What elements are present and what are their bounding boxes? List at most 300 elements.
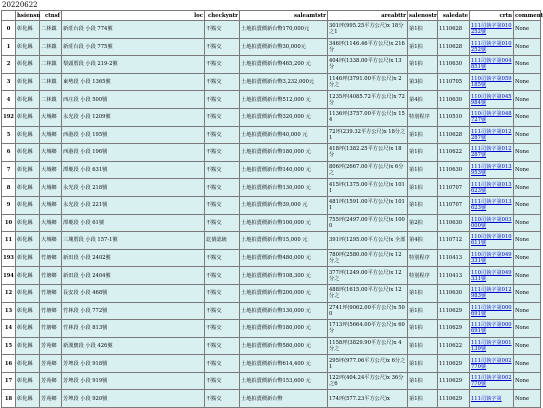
table-row [2,196,541,214]
cell-sale-amount: 土地拍賣價新台幣108,300 元 [240,267,328,285]
cell-sale-amount: 土地拍賣價新台幣465,200 元 [240,56,328,74]
cell-case-link [470,126,514,144]
cell-sale-amount: 土地拍賣價新台幣180,000 元 [240,144,328,162]
cell-check: 不點交 [205,196,240,214]
cell-county: 彰化縣 [16,179,40,197]
cell-area: 1235坪(4085.72平方公尺)x 72分 [328,91,408,109]
cell-sale-no: 第2拍 [408,214,438,232]
cell-area: 1158坪(3829.90平方公尺)x 4分之 [328,337,408,355]
cell-check: 不點交 [205,56,240,74]
table-row [2,302,541,320]
cell-town: 二林鎮 [40,21,62,39]
cell-area: 122坪(404.24平方公尺)x 36分之6 [328,372,408,390]
cell-check: 不點交 [205,108,240,126]
cell-sale-amount: 土地拍賣價新台幣170,000元 [240,21,328,39]
cell-comment: None [514,302,541,320]
cell-comment: None [514,267,541,285]
cell-sale-no: 第1拍 [408,355,438,373]
cell-case-link [470,390,514,408]
cell-sale-date: 1110705 [438,73,470,91]
cell-sale-date: 1110707 [438,196,470,214]
cell-location: 竹林段 小段 772號 [62,302,205,320]
case-number-link[interactable]: 111司執字第012983號 [471,287,512,300]
auction-table [1,10,541,408]
table-row [2,267,541,285]
cell-area: 404坪(1338.00平方公尺)x 13分 [328,56,408,74]
cell-comment: None [514,126,541,144]
cell-index: 192 [2,108,16,126]
cell-check: 不點交 [205,214,240,232]
cell-check: 不點交 [205,126,240,144]
table-row [2,144,541,162]
cell-area: 1136坪(3757.00平方公尺)x 154 [328,108,408,126]
cell-area: 72坪(239.32平方公尺)x 18分之1 [328,126,408,144]
cell-sale-date: 1110630 [438,284,470,302]
cell-sale-amount: 土地拍賣價新台幣320,000 元 [240,108,328,126]
cell-sale-date: 1110630 [438,161,470,179]
cell-index: 18 [2,390,16,408]
cell-sale-no: 第4拍 [408,91,438,109]
cell-county: 彰化縣 [16,320,40,338]
table-row [2,320,541,338]
cell-town: 大城鄉 [40,214,62,232]
case-number-link[interactable]: 111司執字第000691號 [471,304,512,317]
cell-comment: None [514,355,541,373]
column-header-hsiensn: hsiensn [17,12,41,19]
cell-check: 不點交 [205,249,240,267]
cell-town: 大城鄉 [40,232,62,250]
column-header-index [2,11,16,21]
table-row [2,355,541,373]
cell-case-link [470,355,514,373]
cell-sale-date: 1110622 [438,337,470,355]
table-row [2,337,541,355]
cell-county: 彰化縣 [16,372,40,390]
cell-sale-amount: 土地拍賣價新台幣40,000 元 [240,126,328,144]
cell-town: 芳苑鄉 [40,372,62,390]
cell-case-link [470,372,514,390]
cell-sale-no: 特別程序 [408,249,438,267]
cell-comment: None [514,144,541,162]
cell-check: 不點交 [205,337,240,355]
table-row [2,372,541,390]
cell-index: 14 [2,320,16,338]
cell-location: 新田段 小段 2404號 [62,267,205,285]
cell-county: 彰化縣 [16,302,40,320]
cell-sale-date: 1110629 [438,390,470,408]
cell-index: 5 [2,126,16,144]
cell-index: 2 [2,56,16,74]
cell-area: 295坪(977.06平方公尺)x 6分之1 [328,355,408,373]
cell-case-link [470,73,514,91]
cell-county: 彰化縣 [16,390,40,408]
cell-index: 7 [2,161,16,179]
column-header-ctnsf: ctnsf [40,11,62,21]
cell-check: 不點交 [205,267,240,285]
cell-area: 780坪(2580.00平方公尺)x 12分之 [328,249,408,267]
cell-index: 3 [2,73,16,91]
cell-location: 梨頭厝段 小段 219-2號 [62,56,205,74]
cell-county: 彰化縣 [16,108,40,126]
case-number-link[interactable]: 111司執字第002770號 [471,357,512,370]
table-row [2,38,541,56]
cell-index: 193 [2,249,16,267]
cell-sale-no: 第1拍 [408,337,438,355]
cell-check: 不點交 [205,73,240,91]
cell-sale-date: 1110413 [438,267,470,285]
cell-check: 不點交 [205,21,240,39]
cell-index: 16 [2,355,16,373]
cell-index: 8 [2,179,16,197]
cell-comment: None [514,249,541,267]
cell-index: 11 [2,232,16,250]
cell-location: 永光段 小段 1209號 [62,108,205,126]
cell-check: 不點交 [205,390,240,408]
cell-sale-no: 第1拍 [408,302,438,320]
case-number-link[interactable]: 110司執字第010611號 [471,234,512,247]
cell-location: 潭墘段 小段 61號 [62,214,205,232]
cell-area: 377坪(1249.00平方公尺)x 12分之 [328,267,408,285]
cell-county: 彰化縣 [16,144,40,162]
cell-case-link [470,108,514,126]
cell-location: 新莊台段 小段 774號 [62,21,205,39]
table-row [2,232,541,250]
cell-location: 潭墘段 小段 631號 [62,161,205,179]
cell-county: 彰化縣 [16,214,40,232]
cell-check: 不點交 [205,179,240,197]
cell-county: 彰化縣 [16,56,40,74]
cell-location: 竹林段 小段 813號 [62,320,205,338]
cell-location: 西港段 小段 196號 [62,144,205,162]
cell-area: 2741坪(9062.00平方公尺)x 500 [328,302,408,320]
cell-check: 不點交 [205,355,240,373]
cell-county: 彰化縣 [16,91,40,109]
cell-sale-date: 1110707 [438,179,470,197]
table-row [2,249,541,267]
cell-case-link [470,144,514,162]
cell-check: 不點交 [205,38,240,56]
cell-county: 彰化縣 [16,232,40,250]
cell-area: 415坪(1375.00平方公尺)x 1011 [328,179,408,197]
table-row [2,56,541,74]
cell-check: 訖債認統 [205,232,240,250]
cell-comment: None [514,337,541,355]
cell-case-link [470,302,514,320]
table-row [2,126,541,144]
case-number-link[interactable]: 111司執字第010252號 [471,40,512,53]
cell-case-link [470,179,514,197]
cell-case-link [470,91,514,109]
cell-location: 芳埤段 小段 918號 [62,355,205,373]
cell-location: 長安段 小段 468號 [62,284,205,302]
cell-index: 12 [2,284,16,302]
cell-sale-date: 1110629 [438,302,470,320]
cell-index: 4 [2,91,16,109]
case-number-link[interactable]: 110司執字第049331號 [471,269,512,282]
cell-comment: None [514,73,541,91]
case-number-link[interactable]: 111司執字第013623號 [471,199,512,212]
cell-sale-no: 第1拍 [408,196,438,214]
cell-sale-amount: 土地拍賣價新台幣 [240,390,328,408]
cell-county: 彰化縣 [16,267,40,285]
column-header-saledate: saledate [438,11,470,21]
table-header-row [2,11,541,21]
cell-town: 二林鎮 [40,38,62,56]
cell-comment: None [514,390,541,408]
cell-town: 二林鎮 [40,73,62,91]
cell-county: 彰化縣 [16,38,40,56]
cell-check: 不點交 [205,284,240,302]
case-number-link[interactable]: 111司執字第004851號 [471,58,512,71]
cell-sale-date: 1110630 [438,214,470,232]
case-number-link[interactable]: 110司執字第049331號 [471,252,512,265]
cell-check: 不點交 [205,161,240,179]
cell-location: 新莊台段 小段 775號 [62,38,205,56]
cell-town: 竹塘鄉 [40,284,62,302]
cell-sale-no: 第1拍 [408,179,438,197]
cell-comment: None [514,284,541,302]
cell-index: 13 [2,302,16,320]
cell-sale-no: 第1拍 [408,56,438,74]
cell-sale-no: 第3拍 [408,73,438,91]
table-row [2,73,541,91]
cell-sale-date: 1110630 [438,91,470,109]
cell-sale-date: 1110628 [438,21,470,39]
cell-index: 15 [2,337,16,355]
cell-case-link [470,284,514,302]
cell-comment: None [514,161,541,179]
cell-case-link [470,196,514,214]
cell-comment: None [514,320,541,338]
cell-comment: None [514,38,541,56]
cell-sale-no: 第1拍 [408,372,438,390]
cell-case-link [470,249,514,267]
cell-area: 1146坪(3791.00平方公尺)x 2分之 [328,73,408,91]
cell-town: 芳苑鄉 [40,355,62,373]
cell-sale-no: 第1拍 [408,284,438,302]
cell-town: 竹塘鄉 [40,320,62,338]
table-row [2,390,541,408]
column-header-areabttr: areabttr [328,11,408,21]
table-row [2,284,541,302]
cell-comment: None [514,372,541,390]
cell-town: 二林鎮 [40,56,62,74]
cell-sale-amount: 土地拍賣價新台幣3,232,000元 [240,73,328,91]
case-number-link[interactable]: 110司執字第003000號 [471,216,512,229]
cell-county: 彰化縣 [16,73,40,91]
cell-area: 418坪(1382.25平方公尺)x 18分 [328,144,408,162]
case-number-link[interactable]: 111司執字第013623號 [471,181,512,194]
cell-town: 大城鄉 [40,161,62,179]
cell-area: 806坪(2667.00平方公尺)x 6分之 [328,161,408,179]
cell-sale-amount: 土地拍賣價新台幣140,000 元 [240,161,328,179]
cell-county: 彰化縣 [16,337,40,355]
cell-sale-amount: 土地拍賣價新台幣614,400 元 [240,355,328,373]
cell-county: 彰化縣 [16,196,40,214]
cell-town: 芳苑鄉 [40,337,62,355]
cell-town: 芳苑鄉 [40,390,62,408]
cell-area: 481坪(1591.00平方公尺)x 1011 [328,196,408,214]
cell-sale-no: 第1拍 [408,390,438,408]
column-header-checkyntr: checkyntr [205,11,240,21]
cell-town: 大城鄉 [40,196,62,214]
cell-comment: None [514,196,541,214]
cell-comment: None [514,108,541,126]
case-number-link[interactable]: 111司執字第012287號 [471,146,512,159]
cell-comment: None [514,214,541,232]
cell-area: 391坪(1295.00平方公尺)x 全部 [328,232,408,250]
table-row [2,179,541,197]
cell-location: 永光段 小段 221號 [62,196,205,214]
cell-case-link [470,38,514,56]
case-number-link[interactable]: 110司執字第048727號 [471,111,512,124]
case-number-link[interactable]: 111司執字第013953號 [471,164,512,177]
cell-sale-date: 1110712 [438,232,470,250]
case-number-link[interactable]: 111司執字第010252號 [471,23,512,36]
cell-comment: None [514,91,541,109]
cell-sale-date: 1110622 [438,144,470,162]
cell-sale-date: 1110629 [438,320,470,338]
cell-location: 三塊厝段 小段 157-1號 [62,232,205,250]
case-number-link[interactable]: 111司執字第002770號 [471,375,512,388]
column-header-salenostr: salenostr [409,12,437,19]
cell-comment: None [514,232,541,250]
cell-county: 彰化縣 [16,355,40,373]
cell-area: 301坪(995.25平方公尺)x 18分之1 [328,21,408,39]
cell-index: 194 [2,267,16,285]
cell-sale-amount: 土地拍賣價新台幣15,000 元 [240,232,328,250]
cell-case-link [470,337,514,355]
cell-sale-amount: 土地拍賣價新台幣130,000 元 [240,302,328,320]
cell-location: 芳埤段 小段 919號 [62,372,205,390]
cell-area: 346坪(1146.46平方公尺)x 216分 [328,38,408,56]
cell-case-link [470,267,514,285]
table-row [2,214,541,232]
column-header-loc: loc [62,11,205,21]
cell-case-link [470,21,514,39]
cell-sale-amount: 土地拍賣價新台幣580,000 元 [240,337,328,355]
case-number-link[interactable]: 111司執字第 [471,395,502,402]
cell-case-link [470,232,514,250]
case-number-link[interactable]: 111司執字第001139號 [471,339,512,352]
cell-location: 永光段 小段 218號 [62,179,205,197]
case-number-link[interactable]: 111司執字第000691號 [471,322,512,335]
cell-town: 二林鎮 [40,91,62,109]
cell-location: 西庄段 小段 500號 [62,91,205,109]
cell-location: 新漢寶段 小段 426號 [62,337,205,355]
cell-case-link [470,56,514,74]
cell-sale-date: 1110629 [438,372,470,390]
cell-county: 彰化縣 [16,284,40,302]
cell-sale-no: 第1拍 [408,320,438,338]
cell-sale-date: 1110510 [438,108,470,126]
cell-town: 竹塘鄉 [40,267,62,285]
cell-sale-no: 第1拍 [408,38,438,56]
cell-sale-amount: 土地拍賣價新台幣39,000 元 [240,196,328,214]
cell-case-link [470,320,514,338]
cell-comment: None [514,21,541,39]
cell-county: 彰化縣 [16,126,40,144]
cell-location: 西港段 小段 195號 [62,126,205,144]
cell-sale-amount: 土地拍賣價新台幣512,000 元 [240,91,328,109]
cell-town: 大城鄉 [40,108,62,126]
cell-sale-no: 第1拍 [408,21,438,39]
column-header-saleamtstr: saleamtstr [240,11,328,21]
case-number-link[interactable]: 110司執字第045984號 [471,93,512,106]
cell-index: 0 [2,21,16,39]
cell-location: 東勢段 小段 1365號 [62,73,205,91]
cell-sale-no: 第1拍 [408,126,438,144]
cell-town: 大城鄉 [40,126,62,144]
cell-sale-no: 特別程序 [408,108,438,126]
cell-location: 新田段 小段 2402號 [62,249,205,267]
table-body [2,21,541,408]
cell-sale-date: 1110630 [438,56,470,74]
cell-town: 竹塘鄉 [40,302,62,320]
table-row [2,91,541,109]
cell-sale-amount: 土地拍賣價新台幣180,000 元 [240,320,328,338]
case-number-link[interactable]: 111司執字第012287號 [471,128,512,141]
cell-sale-amount: 土地拍賣價新台幣153,600 元 [240,372,328,390]
cell-sale-no: 特別程序 [408,267,438,285]
table-row [2,21,541,39]
cell-comment: None [514,56,541,74]
cell-town: 竹塘鄉 [40,249,62,267]
table-row [2,108,541,126]
cell-county: 彰化縣 [16,249,40,267]
cell-sale-amount: 土地拍賣價新台幣480,000 元 [240,249,328,267]
cell-sale-amount: 土地拍賣價新台幣130,000 元 [240,179,328,197]
cell-index: 6 [2,144,16,162]
cell-sale-amount: 土地拍賣價新台幣200,000 元 [240,284,328,302]
cell-check: 不點交 [205,320,240,338]
cell-sale-amount: 土地拍賣價新台幣30,000元 [240,38,328,56]
case-number-link[interactable]: 110司執字第059185號 [471,76,512,89]
cell-location: 芳埤段 小段 920號 [62,390,205,408]
cell-index: 1 [2,38,16,56]
cell-sale-date: 1110413 [438,249,470,267]
cell-town: 大城鄉 [40,144,62,162]
cell-area: 174坪(577.23平方公尺)x [328,390,408,408]
cell-county: 彰化縣 [16,161,40,179]
cell-case-link [470,161,514,179]
cell-sale-no: 第4拍 [408,232,438,250]
cell-sale-date: 1110628 [438,126,470,144]
column-header-comment: comment [515,12,543,19]
cell-check: 不點交 [205,372,240,390]
date-label: 20220622 [2,1,38,9]
cell-index: 10 [2,214,16,232]
cell-sale-date: 1110628 [438,38,470,56]
cell-case-link [470,214,514,232]
cell-area: 755坪(2497.00平方公尺)x 1000 [328,214,408,232]
cell-area: 488坪(1615.00平方公尺)x 12分之 [328,284,408,302]
cell-sale-amount: 土地拍賣價新台幣100,000 元 [240,214,328,232]
table-row [2,161,541,179]
cell-index: 17 [2,372,16,390]
cell-town: 大城鄉 [40,179,62,197]
cell-area: 1713坪(5664.00平方公尺)x 60分 [328,320,408,338]
cell-check: 不點交 [205,302,240,320]
column-header-crtn: crtn [470,11,514,21]
cell-comment: None [514,179,541,197]
cell-county: 彰化縣 [16,21,40,39]
cell-check: 不點交 [205,91,240,109]
cell-check: 不點交 [205,144,240,162]
cell-sale-no: 第1拍 [408,161,438,179]
cell-sale-date: 1110629 [438,355,470,373]
cell-sale-no: 第1拍 [408,144,438,162]
